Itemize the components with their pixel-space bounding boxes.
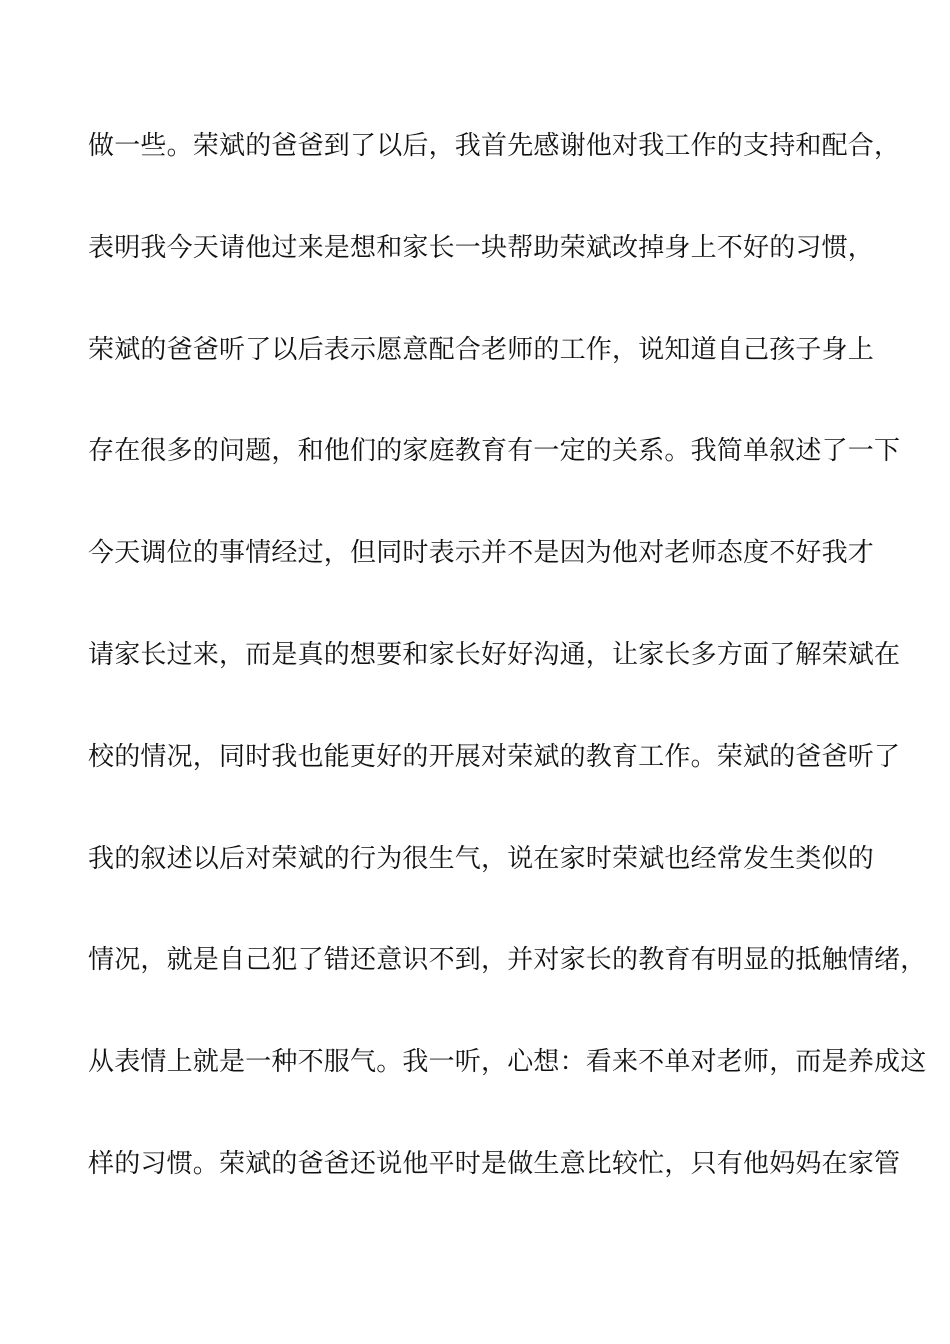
text-line-10: 从表情上就是一种不服气。我一听，心想：看来不单对老师，而是养成这 bbox=[88, 1047, 927, 1078]
text-line-7: 校的情况，同时我也能更好的开展对荣斌的教育工作。荣斌的爸爸听了 bbox=[88, 741, 901, 772]
text-line-5: 今天调位的事情经过，但同时表示并不是因为他对老师态度不好我才 bbox=[88, 538, 875, 569]
text-line-8: 我的叙述以后对荣斌的行为很生气，说在家时荣斌也经常发生类似的 bbox=[88, 843, 875, 874]
paragraph-body bbox=[88, 128, 927, 1248]
text-line-6: 请家长过来，而是真的想要和家长好好沟通，让家长多方面了解荣斌在 bbox=[88, 639, 901, 670]
text-line-3: 荣斌的爸爸听了以后表示愿意配合老师的工作，说知道自己孩子身上 bbox=[88, 334, 875, 365]
text-line-1: 做一些。荣斌的爸爸到了以后，我首先感谢他对我工作的支持和配合， bbox=[88, 131, 901, 161]
text-line-2: 表明我今天请他过来是想和家长一块帮助荣斌改掉身上不好的习惯， bbox=[88, 232, 875, 263]
text-line-9: 情况，就是自己犯了错还意识不到，并对家长的教育有明显的抵触情绪， bbox=[88, 945, 927, 976]
text-line-11: 样的习惯。荣斌的爸爸还说他平时是做生意比较忙，只有他妈妈在家管 bbox=[88, 1148, 901, 1179]
text-line-4: 存在很多的问题，和他们的家庭教育有一定的关系。我简单叙述了一下 bbox=[88, 436, 901, 467]
